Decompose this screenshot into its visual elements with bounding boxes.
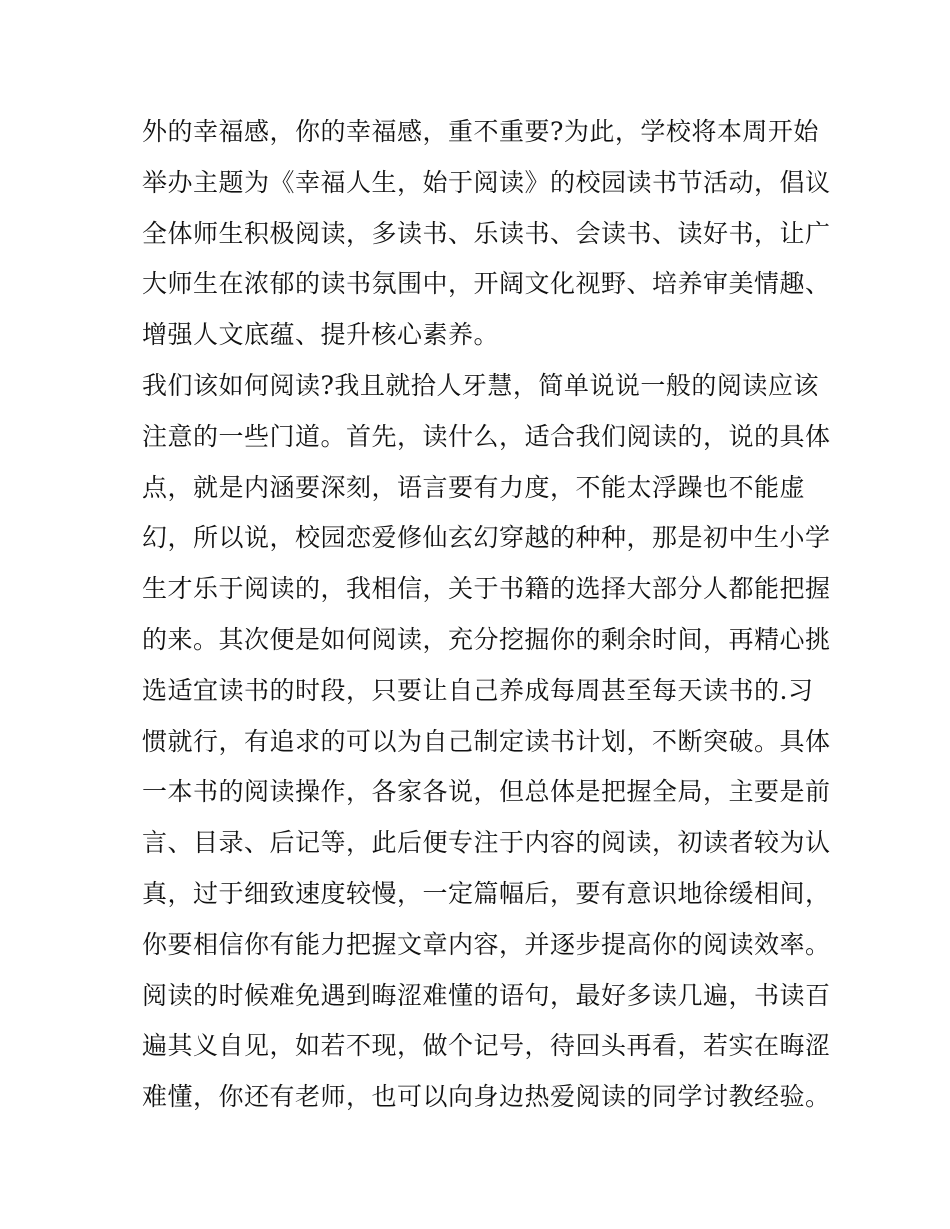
text-line: 增强人文底蕴、提升核心素养。 (142, 320, 500, 350)
text-line: 选适宜读书的时段，只要让自己养成每周甚至每天读书的.习 (142, 675, 814, 705)
text-line: 难懂，你还有老师，也可以向身边热爱阅读的同学讨教经验。 (142, 1082, 831, 1112)
text-line: 遍其义自见，如若不现，做个记号，待回头再看，若实在晦涩 (142, 1031, 831, 1061)
text-line: 幻，所以说，校园恋爱修仙玄幻穿越的种种，那是初中生小学 (142, 523, 831, 553)
text-line: 言、目录、后记等，此后便专注于内容的阅读，初读者较为认 (142, 828, 831, 858)
text-line: 注意的一些门道。首先，读什么，适合我们阅读的，说的具体 (142, 421, 831, 451)
text-line: 全体师生积极阅读，多读书、乐读书、会读书、读好书，让广 (142, 218, 831, 248)
text-line: 生才乐于阅读的，我相信，关于书籍的选择大部分人都能把握 (142, 574, 831, 604)
text-line: 阅读的时候难免遇到晦涩难懂的语句，最好多读几遍，书读百 (142, 980, 831, 1010)
text-line: 我们该如何阅读?我且就拾人牙慧，简单说说一般的阅读应该 (142, 370, 819, 400)
text-line: 点，就是内涵要深刻，语言要有力度，不能太浮躁也不能虚 (142, 472, 806, 502)
body-text (142, 107, 831, 1123)
text-line: 你要相信你有能力把握文章内容，并逐步提高你的阅读效率。 (142, 929, 831, 959)
text-line: 的来。其次便是如何阅读，充分挖掘你的剩余时间，再精心挑 (142, 624, 831, 654)
text-line: 真，过于细致速度较慢，一定篇幅后，要有意识地徐缓相间， (142, 878, 831, 908)
text-line: 外的幸福感，你的幸福感，重不重要?为此，学校将本周开始 (142, 117, 819, 146)
text-line: 举办主题为《幸福人生，始于阅读》的校园读书节活动，倡议 (142, 167, 831, 197)
text-line: 惯就行，有追求的可以为自己制定读书计划，不断突破。具体 (142, 726, 831, 756)
text-line: 一本书的阅读操作，各家各说，但总体是把握全局，主要是前 (142, 777, 831, 807)
text-line: 大师生在浓郁的读书氛围中，开阔文化视野、培养审美情趣、 (142, 269, 831, 299)
